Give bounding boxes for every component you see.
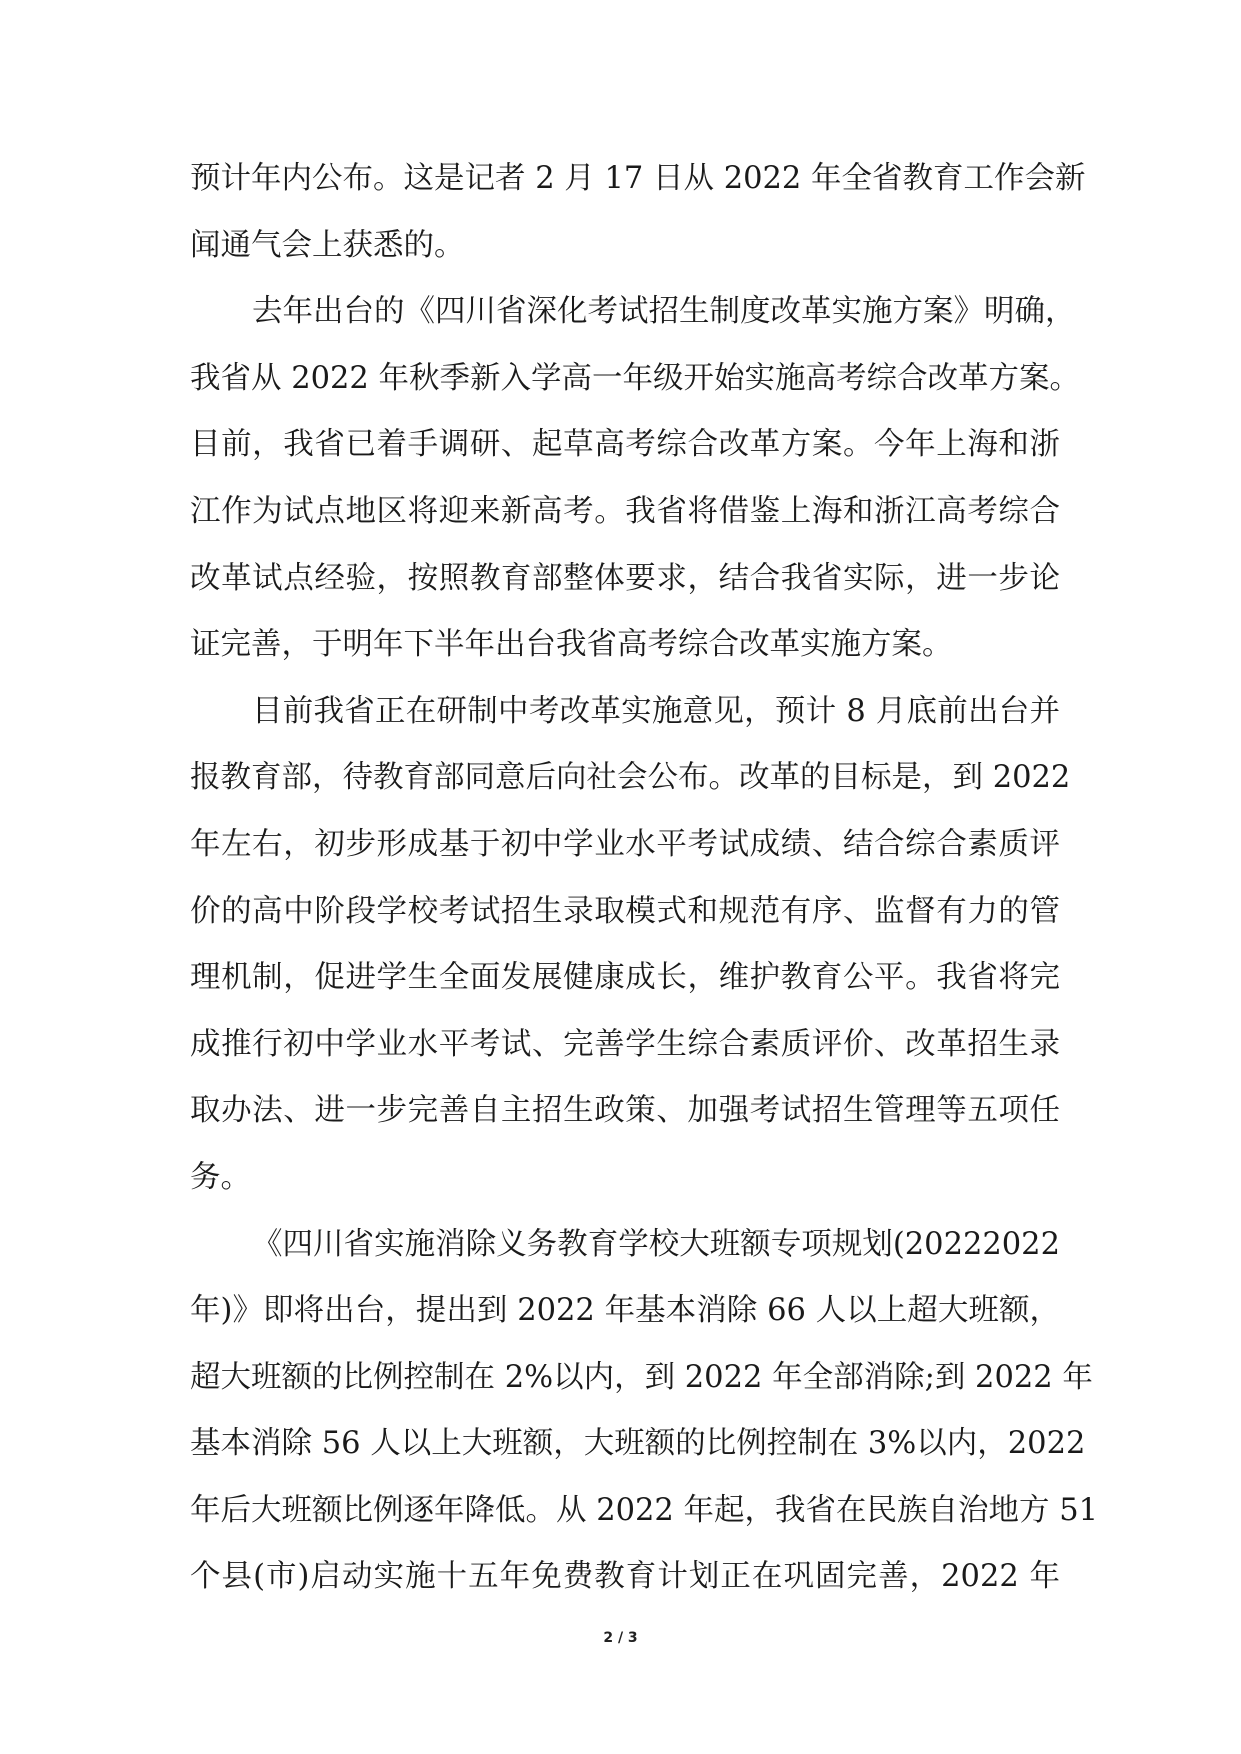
text-line: 取办法、进一步完善自主招生政策、加强考试招生管理等五项任 [190,1093,1060,1129]
text-line: 证完善，于明年下半年出台我省高考综合改革实施方案。 [190,627,953,663]
document-body [190,157,1099,1622]
text-line: 报教育部，待教育部同意后向社会公布。改革的目标是，到 2022 [190,760,1071,796]
text-line: 价的高中阶段学校考试招生录取模式和规范有序、监督有力的管 [190,893,1060,929]
text-line: 《四川省实施消除义务教育学校大班额专项规划(20222022 [252,1226,1060,1262]
text-line: 个县(市)启动实施十五年免费教育计划正在巩固完善，2022 年 [190,1559,1060,1595]
text-line: 预计年内公布。这是记者 2 月 17 日从 2022 年全省教育工作会新 [190,161,1086,196]
text-line: 目前，我省已着手调研、起草高考综合改革方案。今年上海和浙 [190,427,1060,463]
text-line: 成推行初中学业水平考试、完善学生综合素质评价、改革招生录 [190,1026,1060,1062]
text-line: 理机制，促进学生全面发展健康成长，维护教育公平。我省将完 [190,960,1060,996]
text-line: 年)》即将出台，提出到 2022 年基本消除 66 人以上超大班额， [190,1293,1060,1329]
text-line: 改革试点经验，按照教育部整体要求，结合我省实际，进一步论 [190,560,1060,596]
text-line: 目前我省正在研制中考改革实施意见，预计 8 月底前出台并 [252,693,1060,729]
text-line: 年后大班额比例逐年降低。从 2022 年起，我省在民族自治地方 51 [190,1492,1099,1528]
text-line: 超大班额的比例控制在 2%以内，到 2022 年全部消除;到 2022 年 [190,1359,1093,1395]
text-line: 江作为试点地区将迎来新高考。我省将借鉴上海和浙江高考综合 [190,493,1060,529]
text-line: 基本消除 56 人以上大班额，大班额的比例控制在 3%以内，2022 [190,1426,1086,1462]
text-line: 闻通气会上获悉的。 [190,227,465,263]
text-line: 我省从 2022 年秋季新入学高一年级开始实施高考综合改革方案。 [190,360,1081,396]
text-line: 年左右，初步形成基于初中学业水平考试成绩、结合综合素质评 [190,826,1060,862]
text-line: 务。 [190,1159,251,1195]
text-line: 去年出台的《四川省深化考试招生制度改革实施方案》明确， [252,294,1076,330]
page-number: 2 / 3 [603,1630,638,1646]
